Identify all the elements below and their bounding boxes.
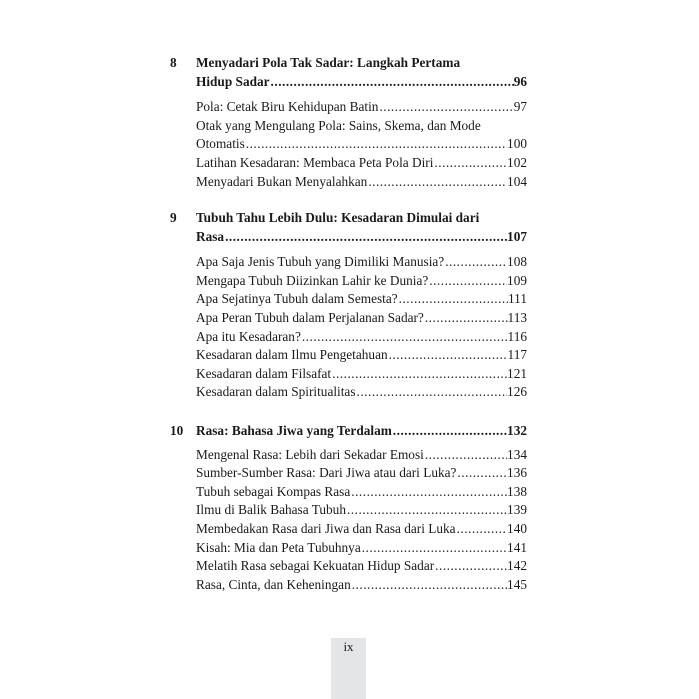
dot-leader (245, 135, 507, 154)
toc-chapter-8 (170, 54, 527, 191)
entry-page: 140 (507, 520, 527, 536)
dot-leader (356, 383, 508, 402)
chapter-page: 96 (513, 73, 527, 89)
entry-page: 108 (507, 254, 527, 270)
chapter-number: 9 (170, 210, 177, 225)
entry-page: 116 (507, 328, 527, 344)
entry-page: 126 (507, 384, 527, 400)
chapter-title-line2: Hidup Sadar (196, 73, 270, 89)
chapter-title-line1: Tubuh Tahu Lebih Dulu: Kesadaran Dimulai dari (196, 210, 480, 225)
entry-page: 142 (507, 558, 527, 574)
toc-entry[interactable] (196, 253, 527, 272)
entry-title: Latihan Kesadaran: Membaca Peta Pola Diri (196, 154, 434, 170)
toc-entry[interactable] (196, 464, 527, 483)
entry-title-line1: Otak yang Mengulang Pola: Sains, Skema, dan Mode (196, 117, 481, 133)
toc-entry[interactable] (196, 501, 527, 520)
toc-entry[interactable] (196, 520, 527, 539)
dot-leader (301, 328, 508, 347)
entry-page: 97 (513, 99, 527, 115)
toc-chapter-10 (170, 422, 527, 594)
chapter-heading[interactable] (170, 209, 527, 246)
entry-page: 134 (507, 446, 527, 462)
toc-entry[interactable] (196, 346, 527, 365)
entry-title: Apa itu Kesadaran? (196, 328, 301, 344)
chapter-number: 8 (170, 55, 177, 70)
chapter-page: 107 (507, 228, 527, 244)
toc-chapter-9 (170, 209, 527, 402)
dot-leader (392, 422, 507, 441)
entry-title: Kesadaran dalam Ilmu Pengetahuan (196, 347, 388, 363)
page-footer-tab (331, 638, 366, 699)
entry-page: 136 (507, 465, 527, 481)
dot-leader (428, 272, 507, 291)
entry-page: 102 (507, 154, 527, 170)
dot-leader (388, 346, 508, 365)
entry-title: Pola: Cetak Biru Kehidupan Batin (196, 99, 379, 115)
dot-leader (424, 309, 508, 328)
dot-leader (270, 73, 514, 92)
page-number: ix (343, 639, 354, 654)
entry-title: Menyadari Bukan Menyalahkan (196, 173, 368, 189)
dot-leader (456, 464, 507, 483)
entry-title: Ilmu di Balik Bahasa Tubuh (196, 502, 346, 518)
dot-leader (350, 483, 507, 502)
chapter-page: 132 (507, 423, 527, 438)
chapter-title: Rasa: Bahasa Jiwa yang Terdalam (196, 423, 392, 438)
toc-entry[interactable] (196, 173, 527, 192)
dot-leader (361, 539, 507, 558)
dot-leader (224, 228, 507, 247)
entry-page: 141 (507, 539, 527, 555)
chapter-heading[interactable] (170, 422, 527, 441)
entry-title: Kesadaran dalam Spiritualitas (196, 384, 356, 400)
entry-page: 139 (507, 502, 527, 518)
entry-title: Apa Saja Jenis Tubuh yang Dimiliki Manusia? (196, 254, 445, 270)
dot-leader (378, 98, 513, 117)
toc-entry[interactable] (196, 328, 527, 347)
dot-leader (434, 557, 507, 576)
entry-title: Mengenal Rasa: Lebih dari Sekadar Emosi (196, 446, 424, 462)
toc-entry[interactable] (196, 272, 527, 291)
entry-page: 121 (507, 365, 527, 381)
entry-page: 117 (507, 347, 527, 363)
entry-page: 109 (507, 272, 527, 288)
entry-title: Kisah: Mia dan Peta Tubuhnya (196, 539, 361, 555)
dot-leader (367, 173, 507, 192)
toc-entry[interactable] (196, 483, 527, 502)
chapter-title-line2: Rasa (196, 228, 225, 244)
entry-page: 145 (507, 576, 527, 592)
toc-entry[interactable] (196, 309, 527, 328)
toc-entry[interactable] (196, 98, 527, 117)
toc-entry[interactable] (196, 557, 527, 576)
dot-leader (433, 154, 507, 173)
entry-page: 111 (508, 291, 527, 307)
entry-title: Apa Peran Tubuh dalam Perjalanan Sadar? (196, 309, 424, 325)
toc-entry[interactable] (196, 365, 527, 384)
entry-page: 104 (507, 173, 527, 189)
toc-entry[interactable] (196, 117, 527, 154)
dot-leader (456, 520, 507, 539)
entry-page: 100 (507, 136, 527, 152)
toc-entry[interactable] (196, 290, 527, 309)
toc-entry[interactable] (196, 539, 527, 558)
entry-title: Apa Sejatinya Tubuh dalam Semesta? (196, 291, 398, 307)
toc-entry[interactable] (196, 446, 527, 465)
entry-title: Melatih Rasa sebagai Kekuatan Hidup Sadar (196, 558, 435, 574)
toc-entry[interactable] (196, 383, 527, 402)
chapter-number: 10 (170, 423, 184, 438)
entry-title: Otomatis (196, 136, 245, 152)
dot-leader (346, 501, 507, 520)
entry-title: Kesadaran dalam Filsafat (196, 365, 332, 381)
dot-leader (444, 253, 507, 272)
toc-entry[interactable] (196, 576, 527, 595)
dot-leader (331, 365, 507, 384)
entry-page: 113 (507, 309, 527, 325)
entry-page: 138 (507, 483, 527, 499)
entry-title: Tubuh sebagai Kompas Rasa (196, 483, 351, 499)
entry-title: Rasa, Cinta, dan Keheningan (196, 576, 351, 592)
dot-leader (351, 576, 507, 595)
toc-entry[interactable] (196, 154, 527, 173)
dot-leader (398, 290, 508, 309)
entry-title: Sumber-Sumber Rasa: Dari Jiwa atau dari Luka? (196, 465, 457, 481)
entry-title: Mengapa Tubuh Diizinkan Lahir ke Dunia? (196, 272, 429, 288)
entry-title: Membedakan Rasa dari Jiwa dan Rasa dari Luka (196, 520, 456, 536)
dot-leader (424, 446, 507, 465)
chapter-heading[interactable] (170, 54, 527, 91)
chapter-title-line1: Menyadari Pola Tak Sadar: Langkah Pertama (196, 55, 461, 70)
